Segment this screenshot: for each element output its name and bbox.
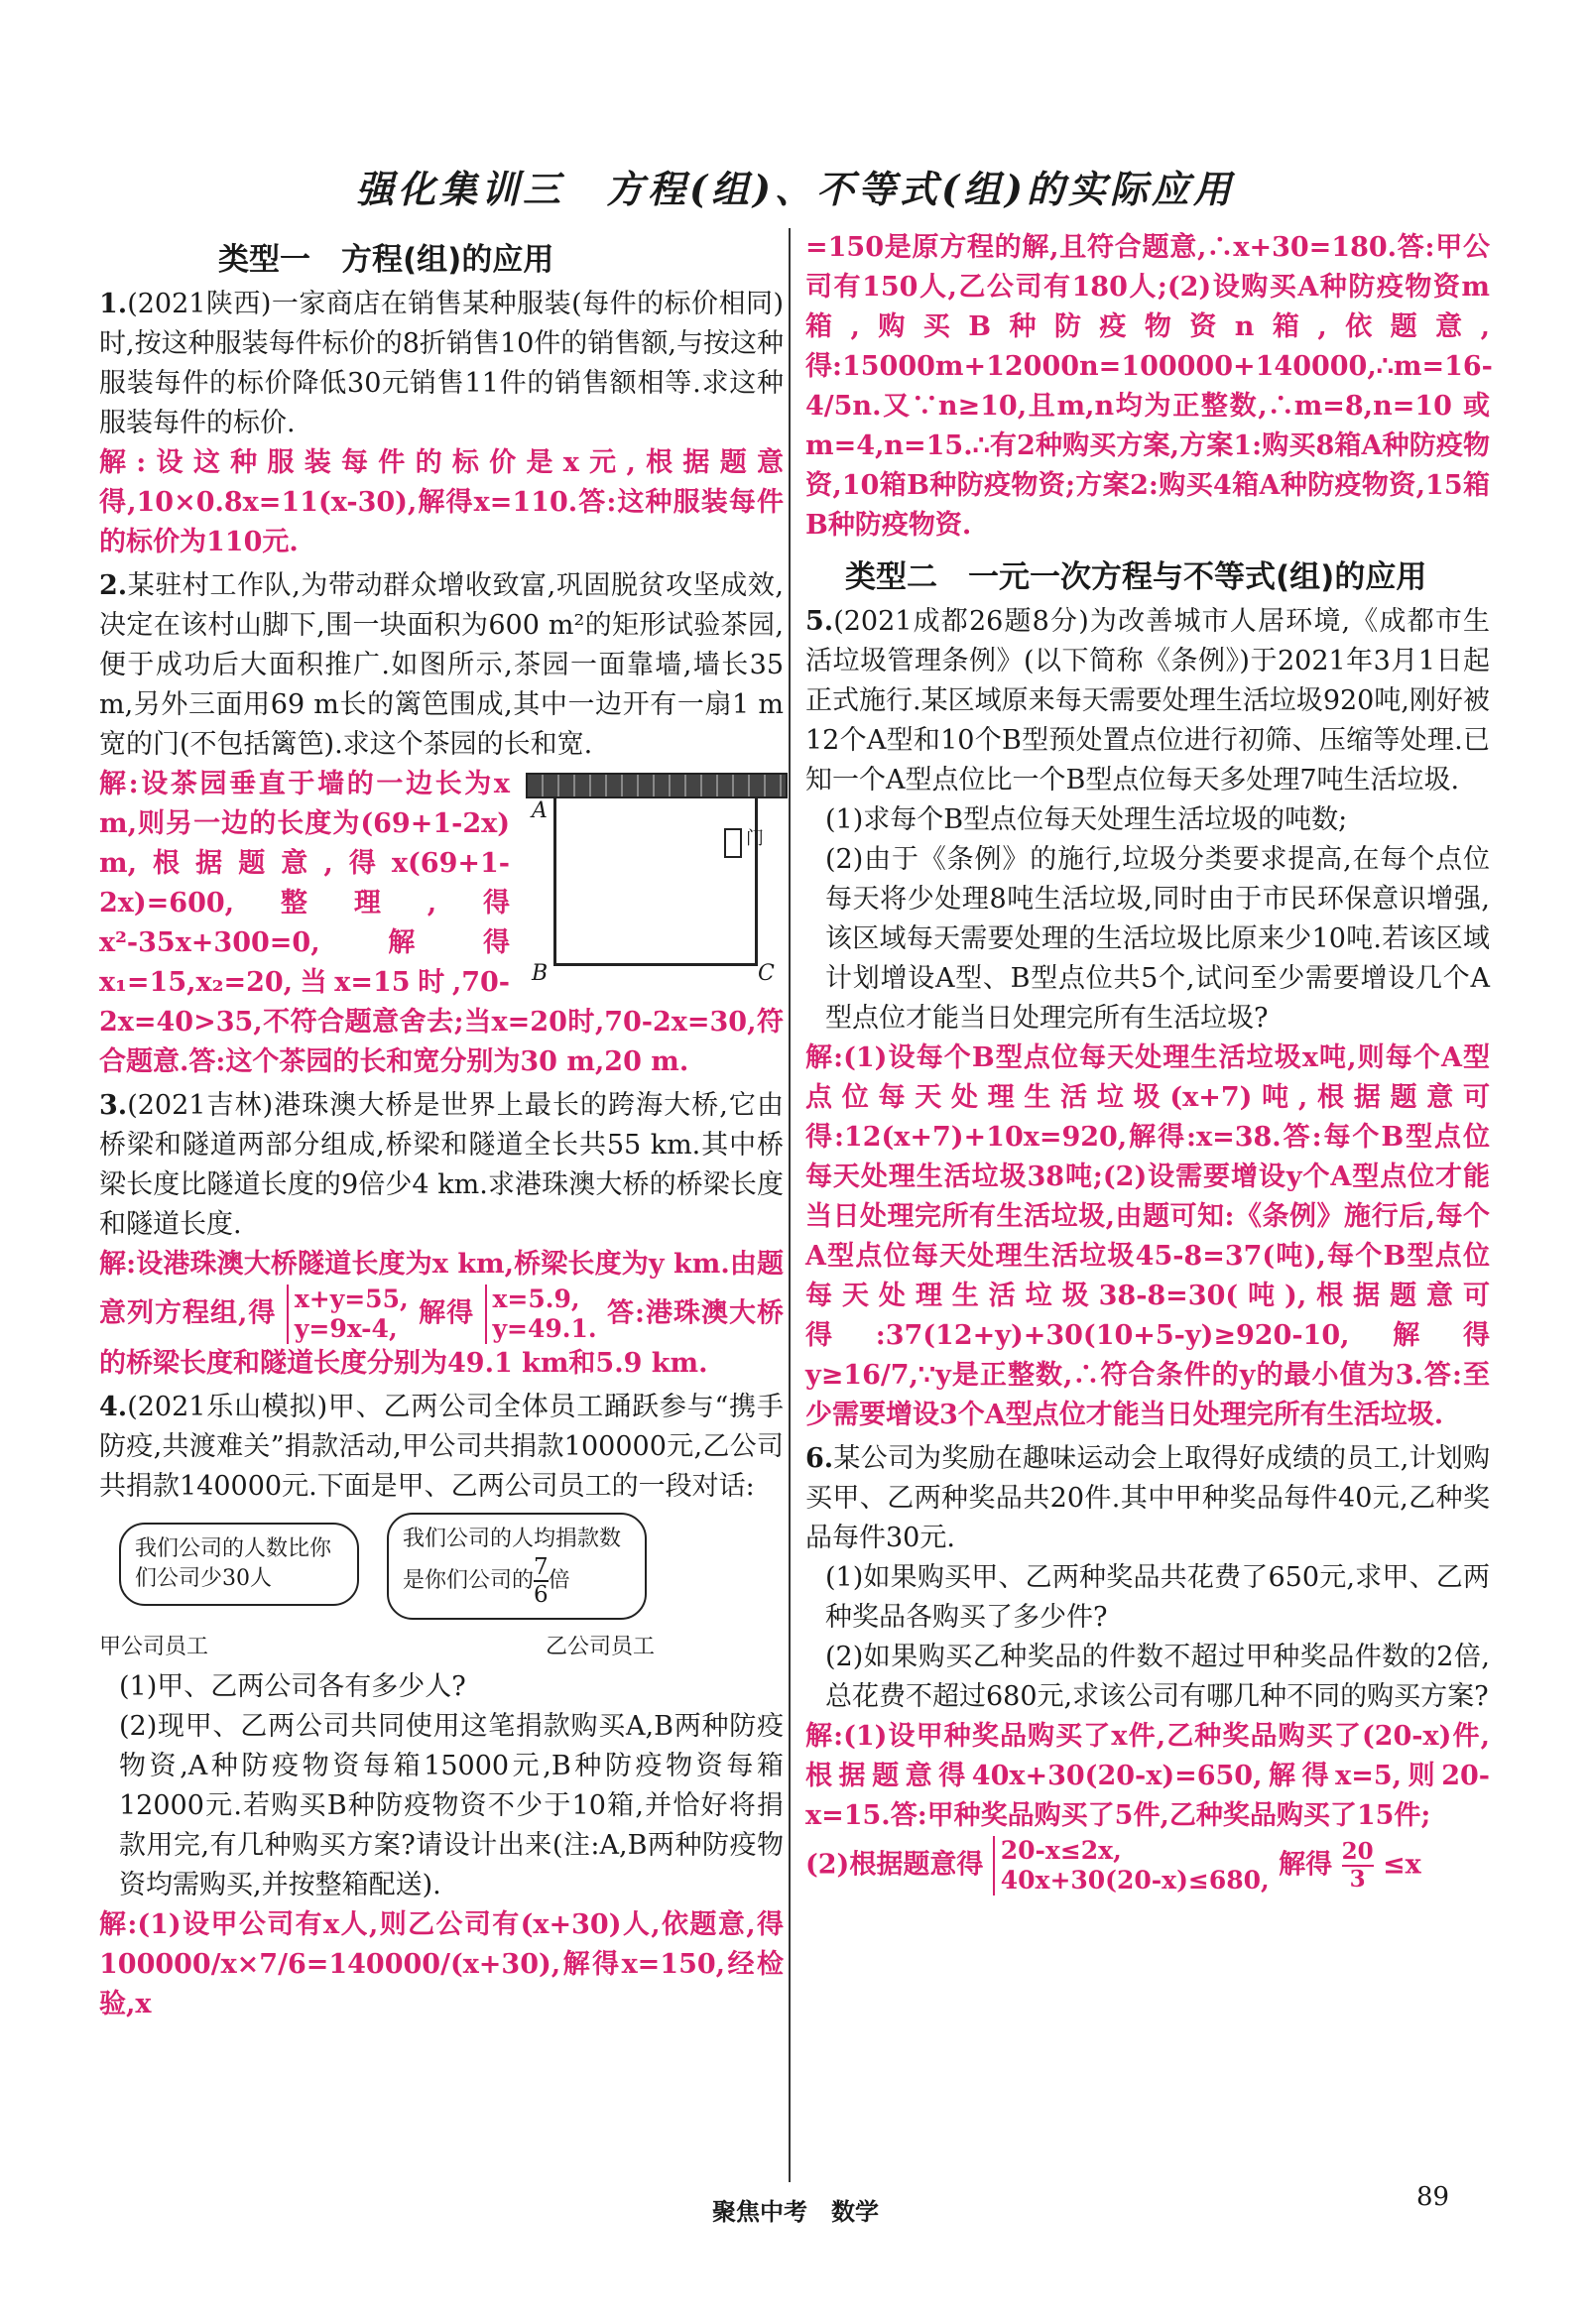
dialogue-figure bbox=[99, 1513, 784, 1661]
answer-label: 解: bbox=[805, 1721, 844, 1752]
answer-text-2c: ≤x bbox=[1382, 1849, 1421, 1881]
question-number: 5. bbox=[805, 606, 834, 637]
left-column bbox=[99, 228, 784, 2028]
answer-label: 解: bbox=[805, 1042, 844, 1073]
section-heading-2: 类型二 一元一次方程与不等式(组)的应用 bbox=[845, 559, 1427, 595]
page-footer: 聚焦中考 数学 bbox=[712, 2198, 879, 2226]
question-2 bbox=[99, 566, 784, 1082]
question-6 bbox=[805, 1439, 1490, 1896]
question-text: (2021吉林)港珠澳大桥是世界上最长的跨海大桥,它由桥梁和隧道两部分组成,桥梁和隧道全长共55 km.其中桥梁长度比隧道长度的9倍少4 km.求港珠澳大桥的桥梁长度和隧道长度. bbox=[99, 1090, 784, 1240]
question-text: (2021成都26题8分)为改善城市人居环境,《成都市生活垃圾管理条例》(以下简称《条例》)于2021年3月1日起正式施行.某区域原来每天需要处理生活垃圾920吨,刚好被12个A型和10个B型预处置点位进行初筛、压缩等处理.已知一个A型点位比一个B型点位每天多处理7吨生活垃圾. bbox=[805, 606, 1490, 795]
answer-label: 解: bbox=[99, 1249, 137, 1280]
page-title: 强化集训三 方程(组)、不等式(组)的实际应用 bbox=[356, 167, 1235, 211]
answer-text-2a: (2)根据题意得 bbox=[805, 1849, 984, 1881]
question-number: 4. bbox=[99, 1392, 128, 1422]
answer-label: 解: bbox=[99, 1909, 138, 1940]
answer-text: 设这种服装每件的标价是x元,根据题意得,10×0.8x=11(x-30),解得x=110.答:这种服装每件的标价为110元. bbox=[99, 447, 785, 557]
speech-bubble-1: 我们公司的人数比你们公司少30人 bbox=[119, 1523, 359, 1606]
speaker-2-label: 乙公司员工 bbox=[546, 1635, 656, 1659]
equation-system-1: x+y=55, y=9x-4, bbox=[287, 1284, 409, 1344]
page-number: 89 bbox=[1416, 2182, 1450, 2212]
question-number: 3. bbox=[99, 1090, 128, 1121]
answer-label: 解: bbox=[99, 769, 139, 799]
question-text: 某驻村工作队,为带动群众增收致富,巩固脱贫攻坚成效,决定在该村山脚下,围一块面积为600 m²的矩形试验茶园,便于成功后大面积推广.如图所示,茶园一面靠墙,墙长35 m,另外三面用69 m长的篱笆围成,其中一边开有一扇1 m宽的门(不包括篱笆).求这个茶园的长和宽. bbox=[99, 570, 784, 760]
equation-system-2: x=5.9, y=49.1. bbox=[485, 1284, 597, 1344]
sub-question-2: (2)由于《条例》的施行,垃圾分类要求提高,在每个点位每天将少处理8吨生活垃圾,同时由于市民环保意识增强,该区域每天需要处理的生活垃圾比原来少10吨.若该区域计划增设A型、B型点位共5个,试问至少需要增设几个A型点位才能当日处理完所有生活垃圾? bbox=[825, 844, 1490, 1034]
answer-text-2b: 解得 bbox=[1279, 1849, 1333, 1881]
point-c-label: C bbox=[758, 961, 775, 986]
gate-graphic bbox=[724, 828, 742, 858]
speech-bubble-2: 我们公司的人均捐款数是你们公司的 $\frac{7}{6}$ 倍 bbox=[387, 1513, 647, 1620]
answer-text-b: 解得 bbox=[419, 1297, 475, 1329]
sub-question-1: (1)甲、乙两公司各有多少人? bbox=[119, 1671, 466, 1702]
gate-label: 门 bbox=[746, 828, 764, 849]
sub-question-1: (1)如果购买甲、乙两种奖品共花费了650元,求甲、乙两种奖品各购买了多少件? bbox=[825, 1562, 1490, 1633]
point-a-label: A bbox=[532, 798, 548, 823]
garden-rectangle bbox=[553, 796, 758, 966]
question-1 bbox=[99, 285, 784, 562]
inequality-system: 20-x≤2x, 40x+30(20-x)≤680, bbox=[993, 1836, 1270, 1896]
right-column bbox=[805, 228, 1493, 1899]
question-4 bbox=[99, 1388, 784, 2024]
answer-text-a: 设港珠澳大桥隧道长度为x km,桥梁长度为y km.由题意列方程组,得 bbox=[99, 1249, 785, 1329]
section-heading-1: 类型一 方程(组)的应用 bbox=[218, 242, 554, 278]
question-4-answer-continued: =150是原方程的解,且符合题意,∴x+30=180.答:甲公司有150人,乙公司有180人;(2)设购买A种防疫物资m箱,购买B种防疫物资n箱,依题意,得:15000m+12000n=100000+140000,∴m=16-4/5n.又∵n≥10,且m,n均为正整数,∴m=8,n=10 或 m=4,n=15.∴有2种购买方案,方案1:购买8箱A种防疫物资,10箱B种防疫物资;方案2:购买4箱A种防疫物资,15箱B种防疫物资. bbox=[805, 232, 1493, 541]
point-b-label: B bbox=[532, 961, 549, 986]
sub-question-2: (2)如果购买乙种奖品的件数不超过甲种奖品件数的2倍,总花费不超过680元,求该公司有哪几种不同的购买方案? bbox=[825, 1642, 1490, 1712]
sub-question-1: (1)求每个B型点位每天处理生活垃圾的吨数; bbox=[825, 804, 1348, 835]
question-text: 某公司为奖励在趣味运动会上取得好成绩的员工,计划购买甲、乙两种奖品共20件.其中甲种奖品每件40元,乙种奖品每件30元. bbox=[805, 1443, 1490, 1553]
answer-label: 解: bbox=[99, 447, 147, 478]
answer-text: (1)设甲公司有x人,则乙公司有(x+30)人,依题意,得100000/x×7/6=140000/(x+30),解得x=150,经检验,x bbox=[99, 1909, 784, 2019]
answer-text-c: 答:港珠澳大桥的桥梁长度和隧道长度分别为49.1 km和5.9 km. bbox=[99, 1297, 784, 1379]
answer-text: 设茶园垂直于墙的一边长为x m,则另一边的长度为(69+1-2x) m,根据题意,得x(69+1-2x)=600,整理,得x²-35x+300=0,解得x₁=15,x₂=20,当x=15时,70-2x=40>35,不符合题意舍去;当x=20时,70-2x=30,符合题意.答:这个茶园的长和宽分别为30 m,20 m. bbox=[99, 769, 784, 1077]
fraction: $\frac{7}{6}$ bbox=[534, 1554, 549, 1608]
speaker-1-label: 甲公司员工 bbox=[99, 1635, 209, 1659]
question-5 bbox=[805, 602, 1490, 1435]
question-text: (2021乐山模拟)甲、乙两公司全体员工踊跃参与“携手防疫,共渡难关”捐款活动,甲公司共捐款100000元,乙公司共捐款140000元.下面是甲、乙两公司员工的一段对话: bbox=[99, 1392, 784, 1502]
answer-text: (1)设甲种奖品购买了x件,乙种奖品购买了(20-x)件,根据题意得40x+30(20-x)=650,解得x=5,则20-x=15.答:甲种奖品购买了5件,乙种奖品购买了15件; bbox=[805, 1721, 1490, 1831]
garden-figure bbox=[526, 773, 784, 991]
sub-question-2: (2)现甲、乙两公司共同使用这笔捐款购买A,B两种防疫物资,A种防疫物资每箱15000元,B种防疫物资每箱12000元.若购买B种防疫物资不少于10箱,并恰好将捐款用完,有几种购买方案?请设计出来(注:A,B两种防疫物资均需购买,并按整箱配送). bbox=[119, 1711, 784, 1900]
question-text: (2021陕西)一家商店在销售某种服装(每件的标价相同)时,按这种服装每件标价的8折销售10件的销售额,与按这种服装每件的标价降低30元销售11件的销售额相等.求这种服装每件的标价. bbox=[99, 289, 784, 438]
question-3 bbox=[99, 1086, 784, 1384]
question-number: 6. bbox=[805, 1443, 834, 1474]
question-number: 1. bbox=[99, 289, 128, 319]
fraction: $\frac{20}{3}$ bbox=[1341, 1838, 1374, 1893]
wall-graphic bbox=[526, 773, 788, 798]
column-divider bbox=[789, 228, 791, 2182]
answer-text: (1)设每个B型点位每天处理生活垃圾x吨,则每个A型点位每天处理生活垃圾(x+7)吨,根据题意可得:12(x+7)+10x=920,解得:x=38.答:每个B型点位每天处理生活垃圾38吨;(2)设需要增设y个A型点位才能当日处理完所有生活垃圾,由题可知:《条例》施行后,每个A型点位每天处理生活垃圾45-8=37(吨),每个B型点位每天处理生活垃圾38-8=30(吨),根据题意可得:37(12+y)+30(10+5-y)≥920-10,解得y≥16/7,∵y是正整数,∴符合条件的y的最小值为3.答:至少需要增设3个A型点位才能当日处理完所有生活垃圾. bbox=[805, 1042, 1491, 1430]
question-number: 2. bbox=[99, 570, 128, 601]
